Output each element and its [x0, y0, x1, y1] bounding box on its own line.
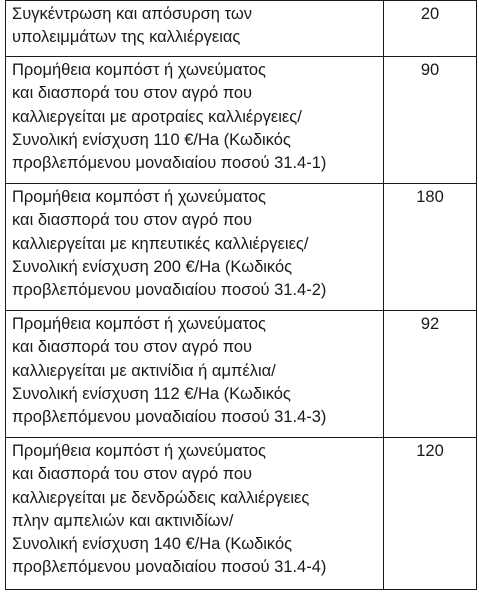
table-row: [6, 311, 477, 438]
row-value: 20: [384, 1, 477, 57]
row-description: Προμήθεια κομπόστ ή χωνεύματος και διασπορά του στον αγρό που καλλιεργείται με ακτινίδια ή αμπέλια/ Συνολική ενίσχυση 112 €/Ha (Κωδικός προβλεπόμενου μοναδιαίου ποσού 31.4-3): [6, 311, 384, 438]
row-value: 120: [384, 438, 477, 590]
table-row: [6, 1, 477, 57]
support-amounts-table: [5, 0, 477, 590]
table-row: [6, 57, 477, 184]
row-description: Προμήθεια κομπόστ ή χωνεύματος και διασπορά του στον αγρό που καλλιεργείται με κηπευτικές καλλιέργειες/ Συνολική ενίσχυση 200 €/Ha (Κωδικός προβλεπόμενου μοναδιαίου ποσού 31.4-2): [6, 184, 384, 311]
row-description: Συγκέντρωση και απόσυρση των υπολειμμάτων της καλλιέργειας: [6, 1, 384, 57]
row-value: 90: [384, 57, 477, 184]
row-value: 92: [384, 311, 477, 438]
row-description: Προμήθεια κομπόστ ή χωνεύματος και διασπορά του στον αγρό που καλλιεργείται με δενδρώδεις καλλιέργειες πλην αμπελιών και ακτινιδίων/ Συνολική ενίσχυση 140 €/Ha (Κωδικός προβλεπόμενου μοναδιαίου ποσού 31.4-4): [6, 438, 384, 590]
row-value: 180: [384, 184, 477, 311]
table-row: [6, 438, 477, 590]
row-description: Προμήθεια κομπόστ ή χωνεύματος και διασπορά του στον αγρό που καλλιεργείται με αροτραίες καλλιέργειες/ Συνολική ενίσχυση 110 €/Ha (Κωδικός προβλεπόμενου μοναδιαίου ποσού 31.4-1): [6, 57, 384, 184]
table-row: [6, 184, 477, 311]
